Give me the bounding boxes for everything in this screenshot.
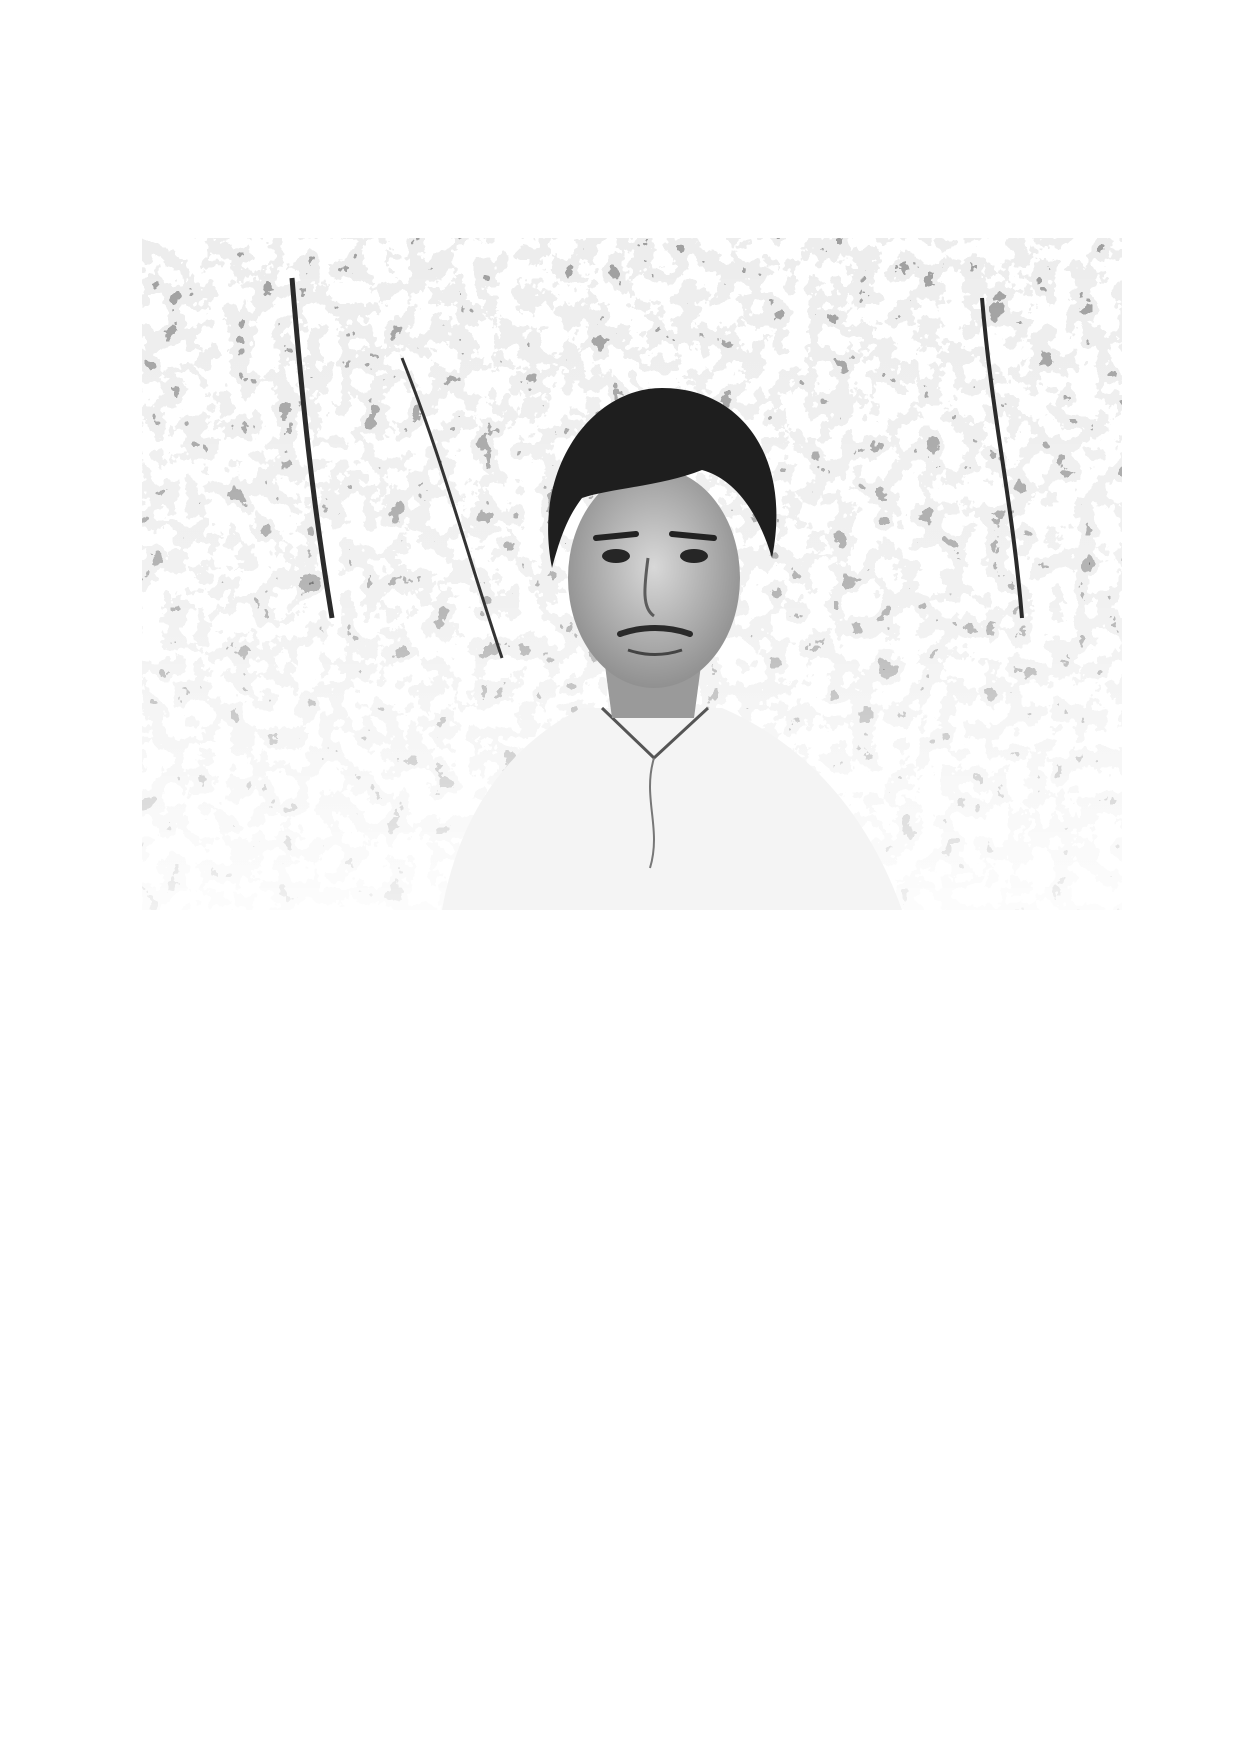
portrait-photo (142, 238, 1122, 910)
portrait-photo-drawing (142, 238, 1122, 910)
